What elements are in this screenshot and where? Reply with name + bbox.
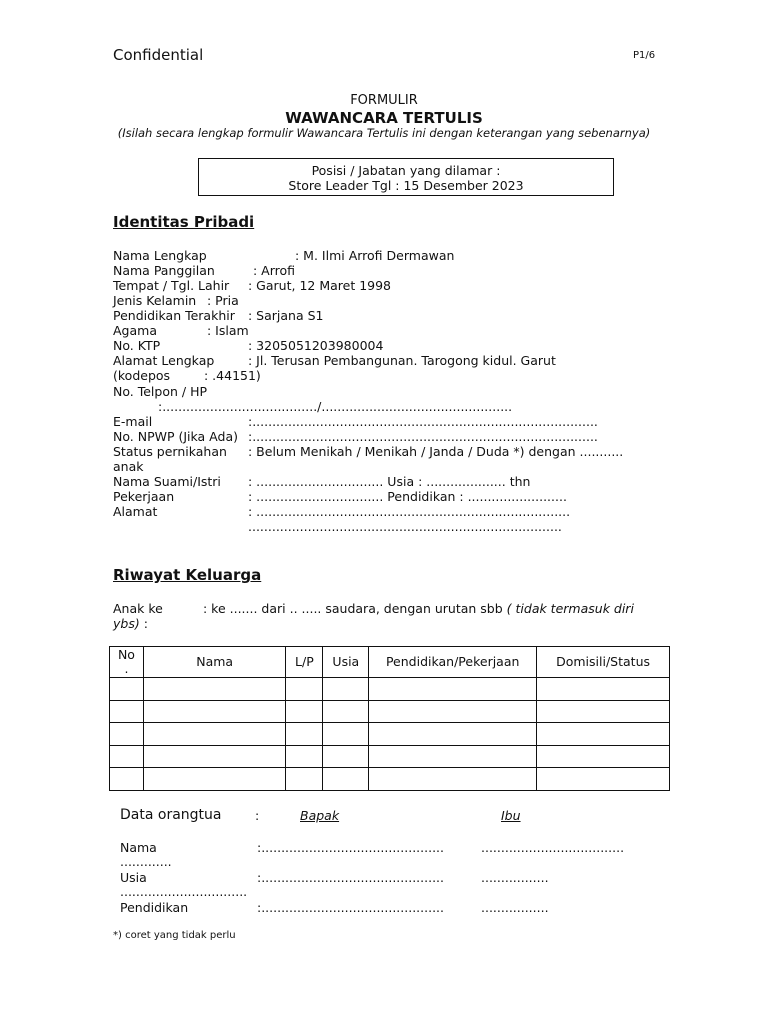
field-label: Status pernikahan xyxy=(113,444,227,459)
field-label: No. Telpon / HP xyxy=(113,384,208,399)
table-cell[interactable] xyxy=(369,768,537,791)
field-label: No. KTP xyxy=(113,338,161,353)
table-cell[interactable] xyxy=(143,678,286,701)
orangtua-row-wrap: ................................ xyxy=(120,884,248,899)
field-label: Alamat Lengkap xyxy=(113,353,215,368)
field-label: Agama xyxy=(113,323,157,338)
table-cell[interactable] xyxy=(286,768,323,791)
orangtua-row-wrap: ............. xyxy=(120,854,172,869)
field-label: E-mail xyxy=(113,414,153,429)
field-value: : Jl. Terusan Pembangunan. Tarogong kidul. Garut xyxy=(248,353,556,368)
table-cell[interactable] xyxy=(286,745,323,768)
field-value: :....................................................................................... xyxy=(248,429,598,444)
header-usia: Usia xyxy=(323,647,369,678)
field-value: : Pria xyxy=(207,293,239,308)
table-cell[interactable] xyxy=(110,678,144,701)
table-cell[interactable] xyxy=(323,700,369,723)
table-cell[interactable] xyxy=(537,723,670,746)
ibu-value: ................. xyxy=(481,870,549,885)
form-subtitle: (Isilah secara lengkap formulir Wawancara Tertulis ini dengan keterangan yang sebenarnya) xyxy=(117,126,651,140)
table-header-row xyxy=(110,647,670,678)
field-value: : Sarjana S1 xyxy=(248,308,324,323)
field-label: Jenis Kelamin xyxy=(113,293,197,308)
position-line-2: Store Leader Tgl : 15 Desember 2023 xyxy=(288,178,524,193)
table-cell[interactable] xyxy=(110,723,144,746)
table-cell[interactable] xyxy=(143,745,286,768)
field-label: Tempat / Tgl. Lahir xyxy=(113,278,230,293)
field-label: Nama Suami/Istri xyxy=(113,474,221,489)
form-title: WAWANCARA TERTULIS xyxy=(285,109,483,127)
form-label: FORMULIR xyxy=(350,93,418,108)
ibu-value: .................................... xyxy=(481,840,625,855)
table-row xyxy=(110,768,670,791)
field-value: ............................................................................... xyxy=(248,519,562,534)
position-line-1: Posisi / Jabatan yang dilamar : xyxy=(311,163,501,178)
field-value: :....................................................................................... xyxy=(248,414,598,429)
ibu-value: ................. xyxy=(481,900,549,915)
field-value: : Belum Menikah / Menikah / Janda / Duda *) dengan ........... xyxy=(248,444,624,459)
table-cell[interactable] xyxy=(369,723,537,746)
field-value: : ................................ Usia : .................... thn xyxy=(248,474,531,489)
anak-ke-note: ( tidak termasuk diri xyxy=(506,601,634,616)
table-row xyxy=(110,678,670,701)
table-cell[interactable] xyxy=(537,678,670,701)
anak-ke-line xyxy=(113,601,634,616)
orangtua-row-label: Usia xyxy=(120,870,147,885)
field-label: (kodepos xyxy=(113,368,171,383)
header-pendidikan: Pendidikan/Pekerjaan xyxy=(369,647,537,678)
page-number: P1/6 xyxy=(633,50,656,61)
field-value: :......................................./................................................ xyxy=(158,399,513,414)
anak-ke-label: Anak ke xyxy=(113,601,163,616)
identitas-heading: Identitas Pribadi xyxy=(113,213,255,231)
field-value: : Garut, 12 Maret 1998 xyxy=(248,278,392,293)
table-cell[interactable] xyxy=(110,745,144,768)
anak-ke-value: : ke ....... dari .. ..... saudara, dengan urutan sbb xyxy=(203,601,503,616)
table-cell[interactable] xyxy=(143,723,286,746)
field-label: Nama Panggilan xyxy=(113,263,215,278)
table-cell[interactable] xyxy=(537,768,670,791)
bapak-value: :.............................................. xyxy=(257,870,444,885)
table-cell[interactable] xyxy=(537,745,670,768)
table-cell[interactable] xyxy=(143,700,286,723)
table-cell[interactable] xyxy=(323,723,369,746)
field-label: Pekerjaan xyxy=(113,489,175,504)
table-row xyxy=(110,700,670,723)
footnote: *) coret yang tidak perlu xyxy=(113,930,236,941)
field-label: anak xyxy=(113,459,144,474)
ibu-header: Ibu xyxy=(501,808,521,823)
keluarga-heading: Riwayat Keluarga xyxy=(113,566,262,584)
anak-ke-note-2: ybs) xyxy=(113,616,140,631)
anak-ke-line-2 xyxy=(113,616,148,631)
field-label: No. NPWP (Jika Ada) xyxy=(113,429,238,444)
table-cell[interactable] xyxy=(110,700,144,723)
table-cell[interactable] xyxy=(323,768,369,791)
table-cell[interactable] xyxy=(286,678,323,701)
table-cell[interactable] xyxy=(369,678,537,701)
field-label: Nama Lengkap xyxy=(113,248,207,263)
orangtua-colon: : xyxy=(255,808,260,823)
orangtua-row-label: Pendidikan xyxy=(120,900,189,915)
bapak-value: :.............................................. xyxy=(257,900,444,915)
field-value: : .44151) xyxy=(204,368,261,383)
table-cell[interactable] xyxy=(286,700,323,723)
field-label: Alamat xyxy=(113,504,158,519)
field-value: : Islam xyxy=(207,323,249,338)
table-cell[interactable] xyxy=(537,700,670,723)
family-table xyxy=(109,646,670,791)
orangtua-label: Data orangtua xyxy=(120,807,222,823)
header-no: No . xyxy=(110,647,144,678)
table-cell[interactable] xyxy=(143,768,286,791)
field-value: : M. Ilmi Arrofi Dermawan xyxy=(295,248,455,263)
table-row xyxy=(110,723,670,746)
bapak-header: Bapak xyxy=(300,808,340,823)
table-row xyxy=(110,745,670,768)
field-value: : 3205051203980004 xyxy=(248,338,384,353)
orangtua-row-label: Nama xyxy=(120,840,157,855)
anak-ke-tail: : xyxy=(139,616,148,631)
table-cell[interactable] xyxy=(369,745,537,768)
position-box xyxy=(198,158,614,196)
table-cell[interactable] xyxy=(286,723,323,746)
table-cell[interactable] xyxy=(369,700,537,723)
header-nama: Nama xyxy=(143,647,286,678)
header-domisili: Domisili/Status xyxy=(537,647,670,678)
table-cell[interactable] xyxy=(323,678,369,701)
field-label: Pendidikan Terakhir xyxy=(113,308,235,323)
field-value: : ............................................................................... xyxy=(248,504,571,519)
header-lp: L/P xyxy=(286,647,323,678)
confidential-label: Confidential xyxy=(113,46,204,64)
table-cell[interactable] xyxy=(110,768,144,791)
field-value: : ................................ Pendidikan : ......................... xyxy=(248,489,567,504)
field-value: : Arrofi xyxy=(253,263,296,278)
table-cell[interactable] xyxy=(323,745,369,768)
bapak-value: :.............................................. xyxy=(257,840,444,855)
